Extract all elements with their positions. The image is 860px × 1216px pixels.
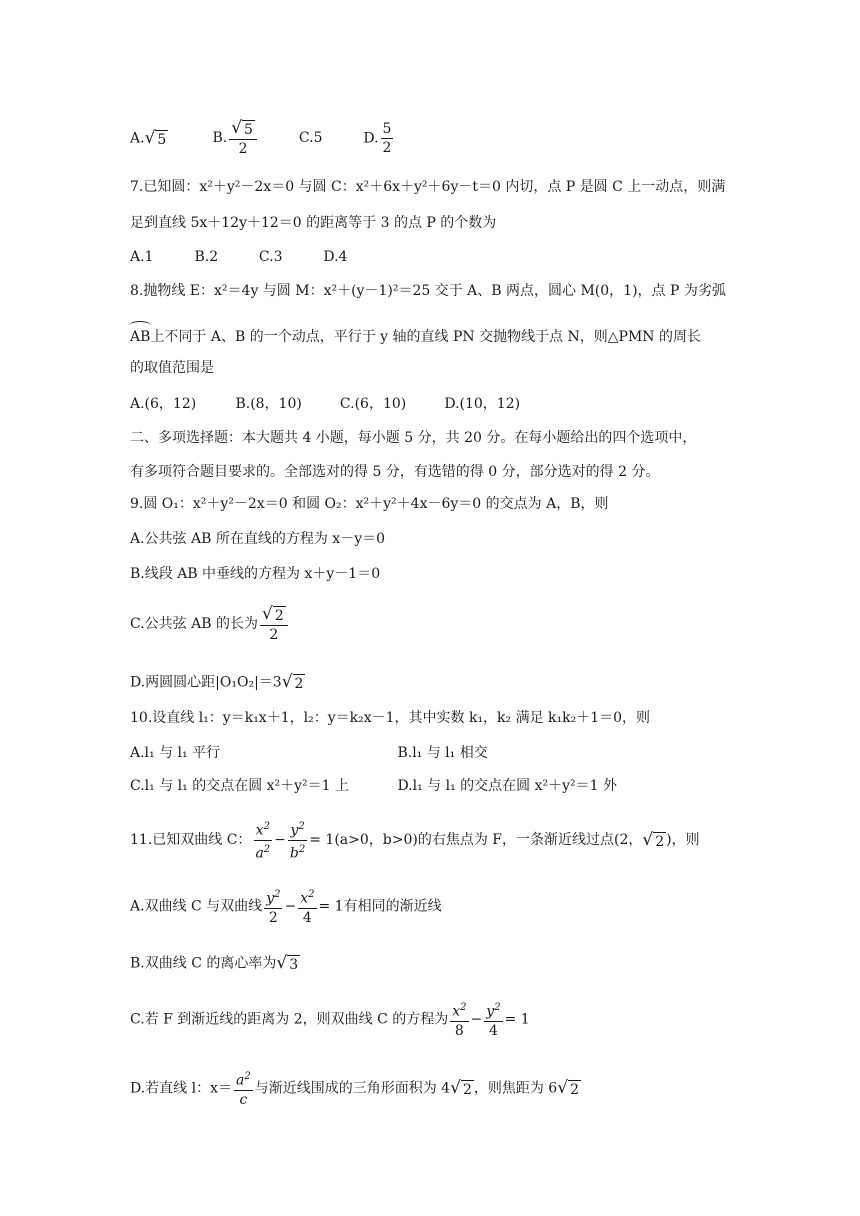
q11-option-a: A.双曲线 C 与双曲线 $\frac{y^2}{2}$ − $\frac{x^2}{4}$ = 1有相同的渐近线 [130, 886, 442, 927]
q9-stem: 9.圆 O₁：x²＋y²－2x＝0 和圆 O₂：x²＋y²＋4x－6y＝0 的交点为 A，B，则 [130, 496, 609, 512]
q7-options: A.1 B.2 C.3 D.4 [130, 249, 348, 265]
q11-option-d: D.若直线 l：x＝ $\frac{a^2}{c}$ 与渐近线围成的三角形面积为 4 √ 2 ，则焦距为 6 √ 2 [130, 1068, 581, 1109]
q9-option-a: A.公共弦 AB 所在直线的方程为 x－y＝0 [130, 531, 386, 547]
q10-options-cd: C.l₁ 与 l₁ 的交点在圆 x²＋y²＝1 上 D.l₁ 与 l₁ 的交点在圆 x²＋y²＝1 外 [130, 778, 617, 794]
q9-option-d: D.两圆圆心距|O₁O₂|＝3 √ 2 [130, 672, 304, 692]
fraction-a2-over-c: $\frac{a^2}{c}$ [234, 1068, 253, 1109]
q11-stem: 11.已知双曲线 C： $\frac{x^2}{a^2}$ − $\frac{y^2}{b^2}$ = 1(a>0，b>0)的右焦点为 F，一条渐近线过点(2， √ 2 )，则 [130, 818, 700, 862]
fraction-y2-over-2: $\frac{y^2}{2}$ [264, 886, 282, 927]
fraction-x2-over-8: $\frac{x^2}{8}$ [450, 999, 468, 1040]
sqrt-2: √ 2 [642, 829, 665, 850]
sqrt-3: √ 3 [276, 953, 299, 973]
sqrt-2: √ 2 [450, 1077, 472, 1098]
fraction-5-over-2: $\frac{5}{2}$ [382, 120, 392, 156]
q8-line1: 8.抛物线 E：x²＝4y 与圆 M：x²＋(y－1)²＝25 交于 A、B 两点，圆心 M(0，1)，点 P 为劣弧 [130, 283, 726, 299]
q11-option-c: C.若 F 到渐近线的距离为 2，则双曲线 C 的方程为 $\frac{x^2}{8}$ − $\frac{y^2}{4}$ = 1 [130, 999, 530, 1040]
section2-line2: 有多项符合题目要求的。全部选对的得 5 分，有选错的得 0 分，部分选对的得 2 分。 [130, 464, 660, 480]
sqrt-2: √ 2 [281, 672, 304, 692]
fraction-sqrt5-over-2: √ 5 2 [229, 118, 257, 158]
q9-option-b: B.线段 AB 中垂线的方程为 x＋y－1＝0 [130, 566, 381, 582]
q9-option-c: C.公共弦 AB 的长为 √ 2 2 [130, 604, 290, 644]
fraction-y2-over-4: $\frac{y^2}{4}$ [484, 999, 502, 1040]
q7-line1: 7.已知圆：x²＋y²－2x＝0 与圆 C：x²＋6x＋y²＋6y－t＝0 内切，点 P 是圆 C 上一动点，则满 [130, 179, 726, 195]
q6-options: A. √ 5 B. √ 5 2 C.5 D. $\frac{5}{2}$ [130, 118, 392, 157]
q8-options: A.(6，12) B.(8，10) C.(6，10) D.(10，12) [130, 396, 521, 412]
q7-line2: 足到直线 5x＋12y＋12＝0 的距离等于 3 的点 P 的个数为 [130, 215, 497, 231]
fraction-x2-over-4: $\frac{x^2}{4}$ [298, 886, 316, 927]
arc-ab: AB [130, 323, 150, 347]
fraction-y2-over-b2: $\frac{y^2}{b^2}$ [288, 818, 307, 862]
sqrt-5: √ 5 [144, 127, 167, 148]
q10-options-ab: A.l₁ 与 l₁ 平行 B.l₁ 与 l₁ 相交 [130, 745, 488, 761]
q11-option-b: B.双曲线 C 的离心率为 √ 3 [130, 953, 299, 973]
fraction-x2-over-a2: $\frac{x^2}{a^2}$ [253, 818, 272, 862]
section2-line1: 二、多项选择题：本大题共 4 小题，每小题 5 分，共 20 分。在每小题给出的四个选项中， [130, 430, 697, 446]
sqrt-2: √ 2 [557, 1077, 579, 1098]
fraction-sqrt2-over-2: √ 2 2 [260, 604, 288, 644]
q8-line2: AB上不同于 A、B 的一个动点，平行于 y 轴的直线 PN 交抛物线于点 N，则△PMN 的周长 [130, 323, 701, 347]
q8-line3: 的取值范围是 [130, 360, 214, 376]
q10-stem: 10.设直线 l₁：y＝k₁x＋1，l₂：y＝k₂x－1，其中实数 k₁，k₂ 满足 k₁k₂＋1＝0，则 [130, 710, 651, 726]
